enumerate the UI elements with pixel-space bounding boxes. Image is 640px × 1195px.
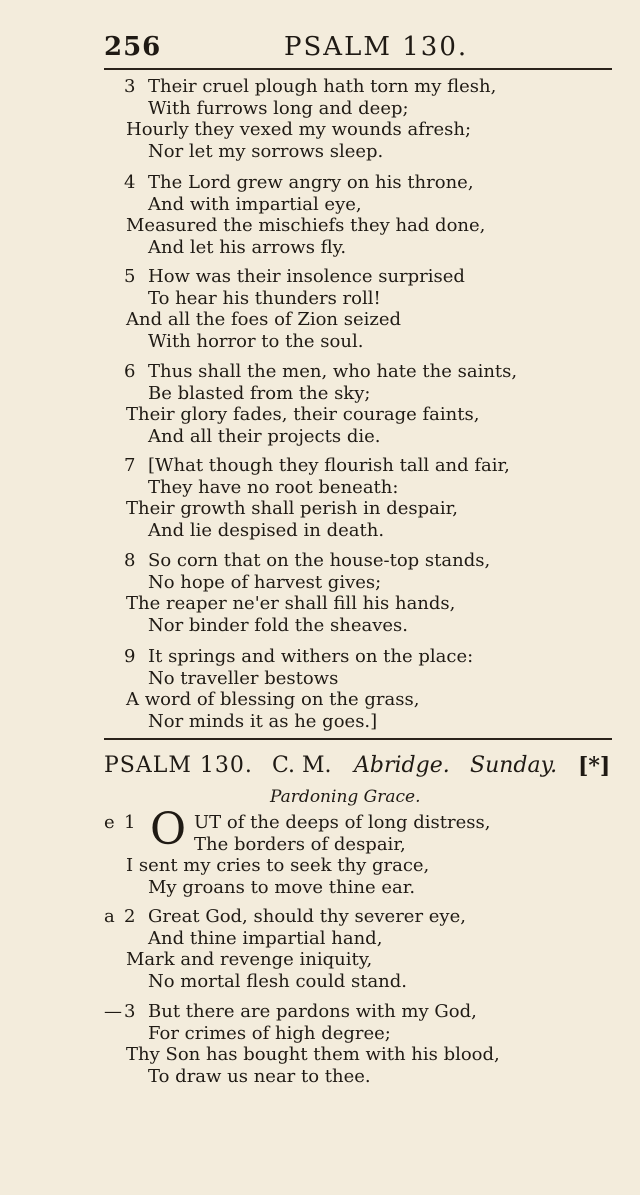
stanza-number: 8 bbox=[124, 550, 136, 571]
psalm-day: Sunday. bbox=[470, 753, 558, 778]
verse-line: I sent my cries to seek thy grace, bbox=[126, 855, 430, 876]
verse-line: No traveller bestows bbox=[148, 667, 339, 689]
verse-line: And let his arrows fly. bbox=[148, 236, 347, 258]
stanza-number: 6 bbox=[124, 361, 136, 382]
verse-line: And all their projects die. bbox=[148, 425, 381, 447]
header-rule bbox=[104, 68, 612, 70]
psalm-meter: C. M. bbox=[272, 753, 332, 778]
psalm-subtitle: Pardoning Grace. bbox=[270, 787, 421, 807]
stanza-8 bbox=[104, 550, 624, 636]
verse-line: So corn that on the house-top stands, bbox=[148, 550, 491, 571]
page-header bbox=[104, 30, 612, 70]
verse-line: The reaper ne'er shall fill his hands, bbox=[126, 593, 456, 614]
page-number: 256 bbox=[104, 32, 162, 62]
verse-line: With horror to the soul. bbox=[148, 330, 364, 352]
verse-line: Nor binder fold the sheaves. bbox=[148, 614, 408, 636]
psalm130-stanza-3 bbox=[104, 1001, 624, 1087]
verse-line: Thy Son has bought them with his blood, bbox=[126, 1044, 500, 1065]
stanza-7 bbox=[104, 455, 624, 541]
stanza-5 bbox=[104, 266, 624, 352]
verse-line: To hear his thunders roll! bbox=[148, 287, 381, 309]
verse-line: A word of blessing on the grass, bbox=[126, 689, 420, 710]
stanza-3 bbox=[104, 76, 624, 162]
verse-line: No hope of harvest gives; bbox=[148, 571, 382, 593]
psalm-heading bbox=[104, 753, 614, 783]
verse-line: With furrows long and deep; bbox=[148, 97, 409, 119]
psalm-title: PSALM 130. bbox=[104, 753, 253, 778]
verse-line: How was their insolence surprised bbox=[148, 266, 465, 287]
verse-line: Nor let my sorrows sleep. bbox=[148, 140, 384, 162]
verse-line: The borders of despair, bbox=[194, 833, 406, 855]
stanza-number: 4 bbox=[124, 172, 136, 193]
drop-cap: O bbox=[150, 804, 187, 855]
verse-line: No mortal flesh could stand. bbox=[148, 970, 408, 992]
verse-line: Their growth shall perish in despair, bbox=[126, 498, 458, 519]
verse-line: Thus shall the men, who hate the saints, bbox=[148, 361, 518, 382]
verse-line: Hourly they vexed my wounds afresh; bbox=[126, 119, 472, 140]
stanza-4 bbox=[104, 172, 624, 258]
stanza-number: 5 bbox=[124, 266, 136, 287]
verse-line: [What though they flourish tall and fair, bbox=[148, 455, 510, 476]
verse-line: The Lord grew angry on his throne, bbox=[148, 172, 474, 193]
verse-line: UT of the deeps of long distress, bbox=[194, 812, 491, 833]
verse-line: And lie despised in death. bbox=[148, 519, 385, 541]
stanza-number: 7 bbox=[124, 455, 136, 476]
psalm-note: [*] bbox=[578, 753, 611, 779]
verse-line: But there are pardons with my God, bbox=[148, 1001, 477, 1022]
stanza-6 bbox=[104, 361, 624, 447]
verse-line: My groans to move thine ear. bbox=[148, 876, 416, 898]
performance-mark: a bbox=[104, 906, 115, 927]
verse-line: Great God, should thy severer eye, bbox=[148, 906, 466, 927]
section-rule bbox=[104, 738, 612, 740]
stanza-9 bbox=[104, 646, 624, 732]
verse-line: And all the foes of Zion seized bbox=[126, 309, 402, 330]
verse-line: For crimes of high degree; bbox=[148, 1022, 391, 1044]
verse-line: And with impartial eye, bbox=[148, 193, 362, 215]
stanza-number: 1 bbox=[124, 812, 136, 833]
psalm-tune: Abridge. bbox=[354, 753, 450, 778]
stanza-number: 3 bbox=[124, 1001, 136, 1022]
verse-line: It springs and withers on the place: bbox=[148, 646, 474, 667]
verse-line: Their glory fades, their courage faints, bbox=[126, 404, 480, 425]
verse-line: Nor minds it as he goes.] bbox=[148, 710, 378, 732]
psalm130-stanza-2 bbox=[104, 906, 624, 992]
verse-line: Their cruel plough hath torn my flesh, bbox=[148, 76, 497, 97]
verse-line: Be blasted from the sky; bbox=[148, 382, 371, 404]
stanza-number: 2 bbox=[124, 906, 136, 927]
verse-line: Mark and revenge iniquity, bbox=[126, 949, 373, 970]
psalm130-stanza-1 bbox=[104, 804, 624, 898]
verse-line: To draw us near to thee. bbox=[148, 1065, 371, 1087]
stanza-number: 3 bbox=[124, 76, 136, 97]
stanza-number: 9 bbox=[124, 646, 136, 667]
verse-line: Measured the mischiefs they had done, bbox=[126, 215, 486, 236]
performance-mark: e bbox=[104, 812, 115, 833]
verse-line: And thine impartial hand, bbox=[148, 927, 383, 949]
running-title: PSALM 130. bbox=[284, 32, 469, 62]
performance-mark: — bbox=[104, 1001, 122, 1022]
verse-line: They have no root beneath: bbox=[148, 476, 399, 498]
